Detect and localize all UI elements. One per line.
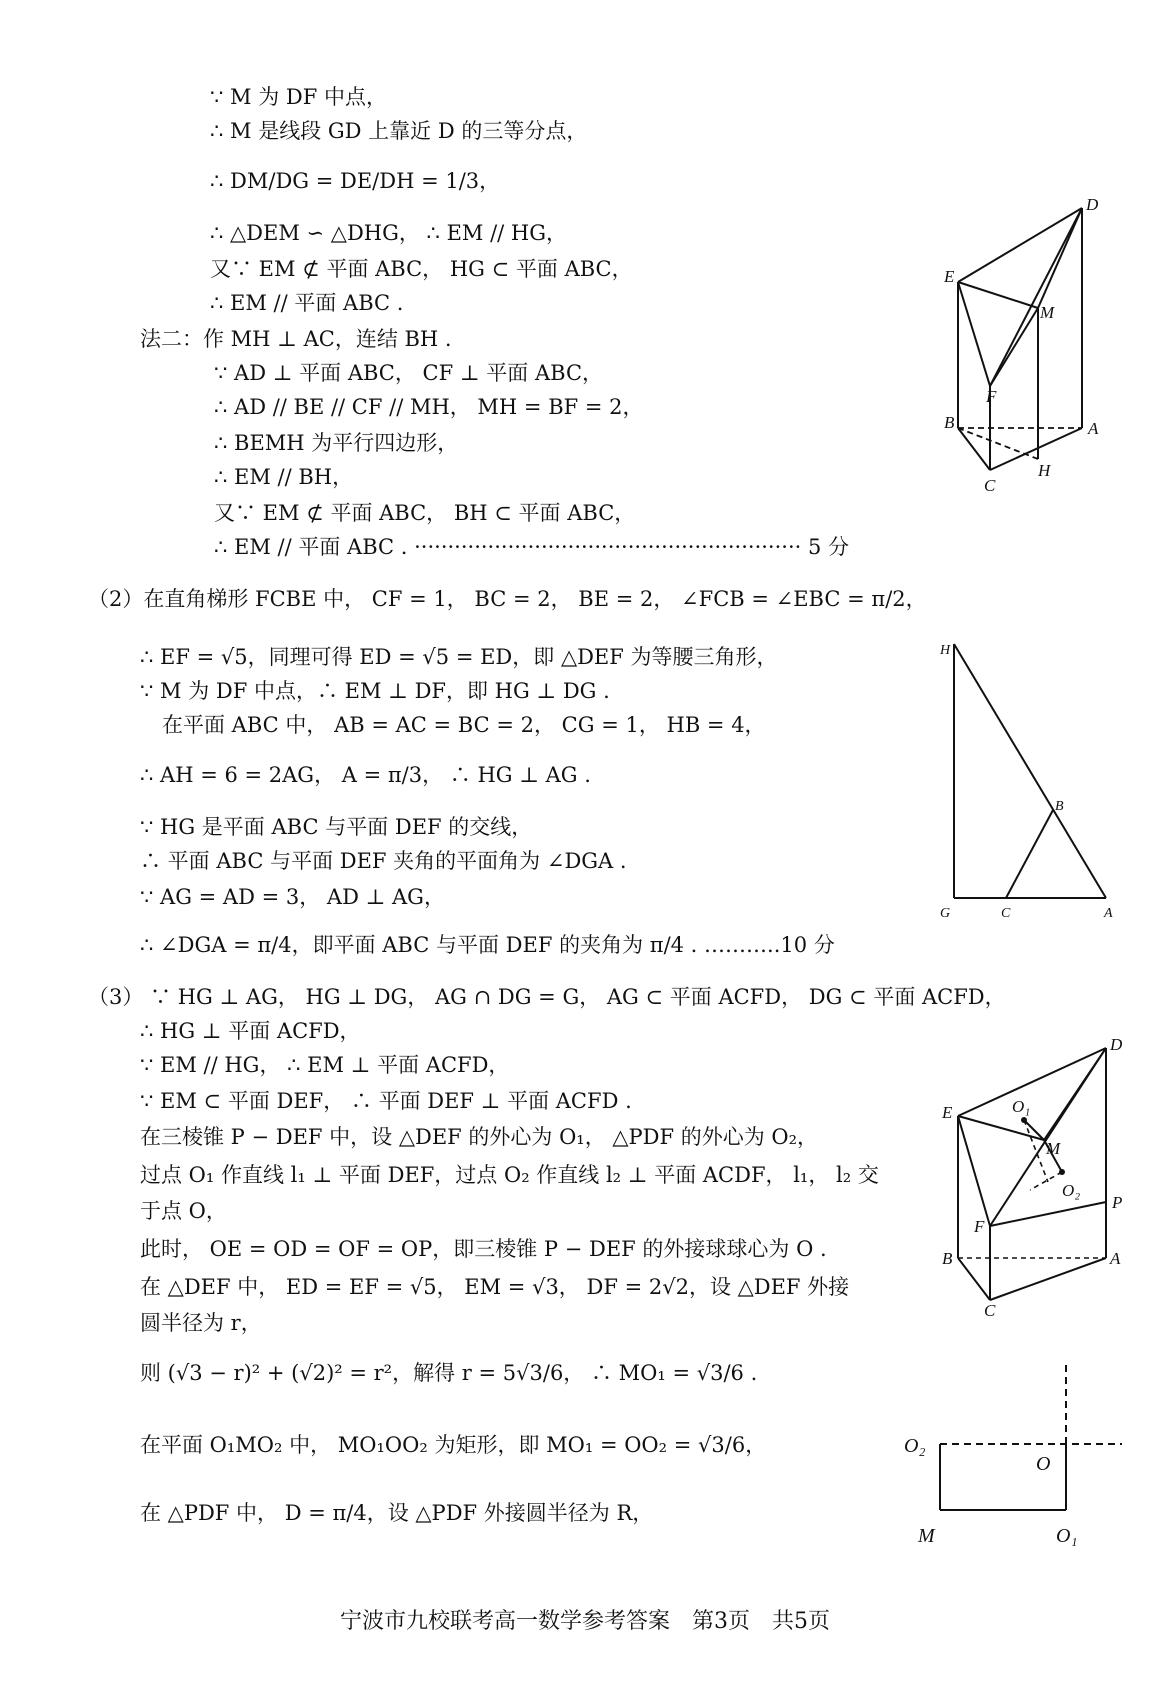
text-line: ∴ ∠DGA = π/4，即平面 ABC 与平面 DEF 的夹角为 π/4 . ………..10 分 (140, 933, 835, 957)
figure-prism-1 (944, 195, 1110, 506)
label-c: C (1001, 906, 1011, 921)
label-a: A (1110, 1249, 1121, 1268)
text-line: 在三棱锥 P − DEF 中，设 △DEF 的外心为 O₁， △PDF 的外心为 O₂， (140, 1125, 819, 1149)
label-h: H (1038, 461, 1051, 480)
label-m: M (1046, 1139, 1061, 1158)
label-e: E (942, 1103, 953, 1122)
text-line: ∵ EM ⊂ 平面 DEF， ∴ 平面 DEF ⊥ 平面 ACFD . (140, 1089, 632, 1113)
label-c: C (984, 476, 996, 495)
text-line: ∵ M 为 DF 中点，∴ EM ⊥ DF，即 HG ⊥ DG . (140, 679, 610, 703)
text-line: ∴ HG ⊥ 平面 ACFD， (140, 1019, 361, 1043)
label-o2: O₂ (904, 1435, 926, 1457)
text-line: （2）在直角梯形 FCBE 中， CF = 1， BC = 2， BE = 2， ∠FCB = ∠EBC = π/2， (88, 587, 927, 611)
label-m: M (1040, 303, 1055, 322)
label-d: D (1110, 1035, 1123, 1054)
text-line: ∵ HG 是平面 ABC 与平面 DEF 的交线， (140, 815, 533, 839)
text-line: 法二：作 MH ⊥ AC，连结 BH . (140, 327, 452, 351)
text-line: ∴ BEMH 为平行四边形， (214, 431, 459, 455)
text-line: 此时， OE = OD = OF = OP，即三棱锥 P − DEF 的外接球球心为 O . (140, 1237, 827, 1261)
figure-prism-2 (942, 1035, 1134, 1320)
label-b: B (1055, 799, 1064, 814)
label-m: M (918, 1525, 935, 1547)
text-line: ∴ AD // BE // CF // MH， MH = BF = 2， (214, 395, 644, 419)
text-line: 圆半径为 r， (140, 1311, 262, 1335)
label-o1: O₁ (1012, 1097, 1031, 1116)
text-line: 又∵ EM ⊄ 平面 ABC， HG ⊂ 平面 ABC， (210, 257, 633, 281)
text-line: ∴ 平面 ABC 与平面 DEF 夹角的平面角为 ∠DGA . (140, 849, 627, 873)
page-footer: 宁波市九校联考高一数学参考答案 第3页 共5页 (340, 1609, 830, 1634)
label-b: B (944, 413, 955, 432)
label-f: F (974, 1217, 985, 1236)
text-line: ∴ EF = √5，同理可得 ED = √5 = ED，即 △DEF 为等腰三角形， (140, 645, 778, 669)
label-a: A (1104, 906, 1113, 921)
text-line: ∴ △DEM ∽ △DHG， ∴ EM // HG， (210, 221, 568, 245)
label-b: B (942, 1249, 953, 1268)
text-line: ∵ M 为 DF 中点， (210, 85, 387, 109)
label-e: E (944, 267, 955, 286)
figure-rectangle (900, 1360, 1130, 1550)
text-line: 过点 O₁ 作直线 l₁ ⊥ 平面 DEF，过点 O₂ 作直线 l₂ ⊥ 平面 ACDF， l₁， l₂ 交 (140, 1163, 879, 1187)
text-line: 在 △DEF 中， ED = EF = √5， EM = √3， DF = 2√2，设 △DEF 外接 (140, 1275, 850, 1299)
label-o2: O₂ (1062, 1181, 1081, 1200)
text-line: 又∵ EM ⊄ 平面 ABC， BH ⊂ 平面 ABC， (214, 501, 636, 525)
text-line: 在平面 O₁MO₂ 中， MO₁OO₂ 为矩形，即 MO₁ = OO₂ = √3/6， (140, 1433, 767, 1457)
text-line: ∵ AD ⊥ 平面 ABC， CF ⊥ 平面 ABC， (214, 361, 604, 385)
text-line: ∴ AH = 6 = 2AG， A = π/3， ∴ HG ⊥ AG . (140, 763, 591, 787)
text-line: 在 △PDF 中， D = π/4，设 △PDF 外接圆半径为 R， (140, 1501, 654, 1525)
text-line: ∴ EM // BH， (214, 465, 354, 489)
text-line: 于点 O， (140, 1199, 227, 1223)
label-d: D (1086, 195, 1099, 214)
text-line: ∴ EM // 平面 ABC . ·························································· 5 分 (214, 535, 850, 559)
label-g: G (940, 906, 951, 921)
figure-plane-triangle (936, 636, 1116, 926)
label-p: P (1112, 1193, 1123, 1212)
text-line: （3） ∵ HG ⊥ AG， HG ⊥ DG， AG ∩ DG = G， AG ⊂ 平面 ACFD， DG ⊂ 平面 ACFD， (88, 985, 1006, 1009)
label-f: F (986, 387, 997, 406)
label-o: O (1036, 1453, 1051, 1475)
text-line: ∴ DM/DG = DE/DH = 1/3， (210, 169, 501, 193)
label-o1: O₁ (1056, 1525, 1078, 1547)
text-line: ∴ EM // 平面 ABC . (210, 291, 404, 315)
text-line: ∵ EM // HG， ∴ EM ⊥ 平面 ACFD， (140, 1053, 510, 1077)
text-line: 则 (√3 − r)² + (√2)² = r²，解得 r = 5√3/6， ∴ MO₁ = √3/6 . (140, 1361, 758, 1385)
text-line: ∵ AG = AD = 3， AD ⊥ AG， (140, 885, 445, 909)
text-line: 在平面 ABC 中， AB = AC = BC = 2， CG = 1， HB = 4， (162, 713, 766, 737)
label-c: C (984, 1301, 996, 1320)
label-a: A (1088, 419, 1099, 438)
label-h: H (940, 643, 951, 658)
text-line: ∴ M 是线段 GD 上靠近 D 的三等分点， (210, 119, 588, 143)
